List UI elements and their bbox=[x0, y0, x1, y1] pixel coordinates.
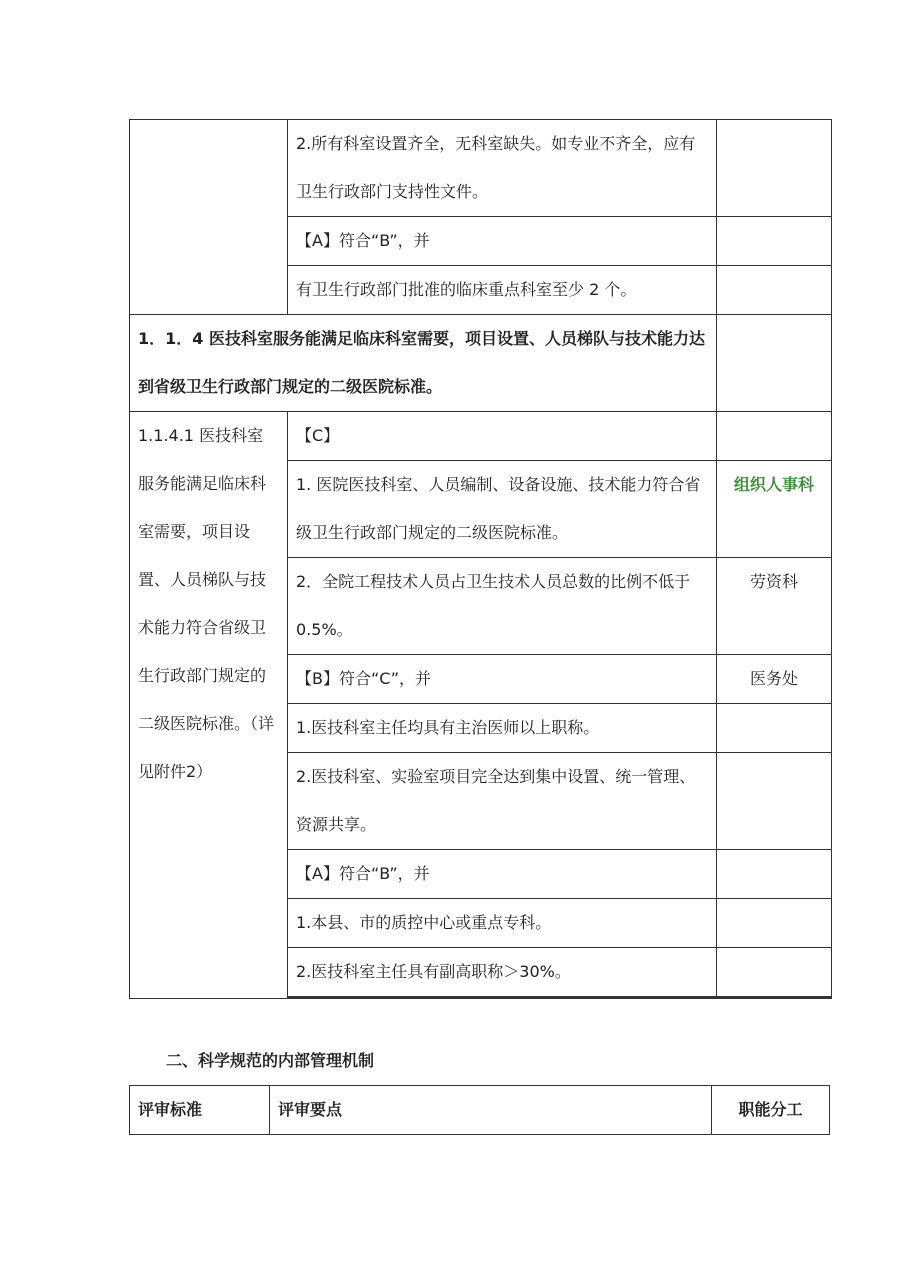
table-row bbox=[130, 120, 832, 217]
filler-cell bbox=[288, 998, 717, 999]
review-point-cell: 1.医技科室主任均具有主治医师以上职称。 bbox=[288, 704, 717, 753]
division-cell bbox=[717, 850, 832, 899]
header-standard: 评审标准 bbox=[130, 1086, 270, 1135]
review-point-cell: 【A】符合“B”，并 bbox=[288, 850, 717, 899]
division-cell: 劳资科 bbox=[717, 558, 832, 655]
table-row bbox=[130, 412, 832, 461]
standard-heading: 1．1．4 医技科室服务能满足临床科室需要，项目设置、人员梯队与技术能力达到省级卫生行政部门规定的二级医院标准。 bbox=[130, 315, 717, 412]
review-point-cell: 【A】符合“B”，并 bbox=[288, 217, 717, 266]
division-cell bbox=[717, 704, 832, 753]
table-row bbox=[130, 315, 832, 412]
division-cell-highlight: 组织人事科 bbox=[717, 461, 832, 558]
review-table bbox=[129, 119, 832, 999]
standard-cell-empty bbox=[130, 120, 288, 315]
review-point-cell: 1. 医院医技科室、人员编制、设备设施、技术能力符合省级卫生行政部门规定的二级医院标准。 bbox=[288, 461, 717, 558]
review-point-cell: 2．全院工程技术人员占卫生技术人员总数的比例不低于 0.5%。 bbox=[288, 558, 717, 655]
section-header-table bbox=[129, 1085, 830, 1135]
filler-cell bbox=[717, 998, 832, 999]
table-header-row bbox=[130, 1086, 830, 1135]
standard-label: 1.1.4.1 医技科室服务能满足临床科室需要，项目设置、人员梯队与技术能力符合省级卫生行政部门规定的二级医院标准。（详见附件2） bbox=[130, 412, 288, 999]
division-cell bbox=[717, 753, 832, 850]
division-cell bbox=[717, 412, 832, 461]
division-cell bbox=[717, 948, 832, 997]
division-cell bbox=[717, 315, 832, 412]
header-division: 职能分工 bbox=[712, 1086, 830, 1135]
division-cell: 医务处 bbox=[717, 655, 832, 704]
division-cell bbox=[717, 120, 832, 217]
review-point-cell: 有卫生行政部门批准的临床重点科室至少 2 个。 bbox=[288, 266, 717, 315]
review-point-cell: 2.医技科室主任具有副高职称＞30%。 bbox=[288, 948, 717, 997]
division-cell bbox=[717, 217, 832, 266]
review-point-cell: 2.医技科室、实验室项目完全达到集中设置、统一管理、资源共享。 bbox=[288, 753, 717, 850]
review-point-cell: 2.所有科室设置齐全，无科室缺失。如专业不齐全，应有卫生行政部门支持性文件。 bbox=[288, 120, 717, 217]
header-points: 评审要点 bbox=[270, 1086, 712, 1135]
review-point-cell: 【B】符合“C”，并 bbox=[288, 655, 717, 704]
section-title: 二、科学规范的内部管理机制 bbox=[166, 1051, 375, 1070]
division-cell bbox=[717, 266, 832, 315]
review-point-cell: 1.本县、市的质控中心或重点专科。 bbox=[288, 899, 717, 948]
review-point-cell: 【C】 bbox=[288, 412, 717, 461]
division-cell bbox=[717, 899, 832, 948]
